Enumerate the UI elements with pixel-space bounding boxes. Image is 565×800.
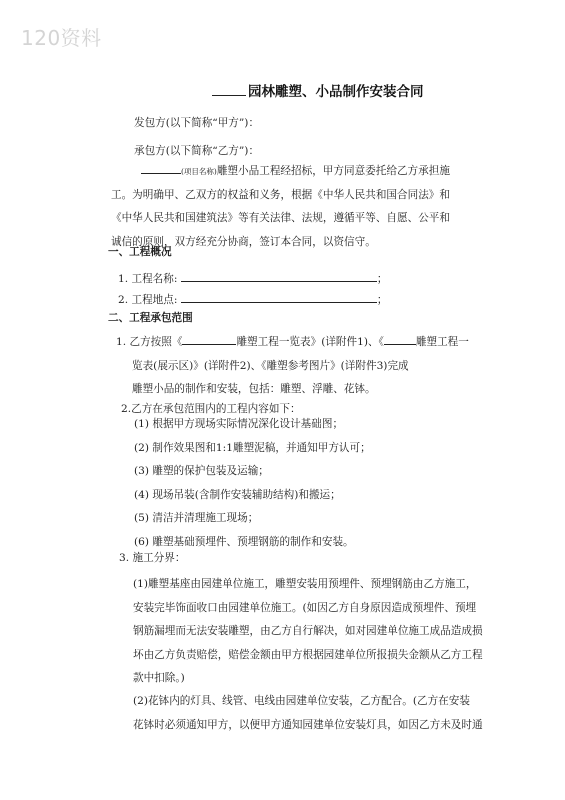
- boundary-paragraph-1: (1)雕塑基座由园建单位施工，雕塑安装用预埋件、预埋钢筋由乙方施工， 安装完毕饰面收口由园建单位施工。(如因乙方自身原因造成预埋件、预埋 钢筋漏埋而无法安装雕塑，由乙方自行解决，如对园建单位施工成品造成损 坏由乙方负责赔偿，赔偿金额由甲方根据园建单位所报损失金额从乙方工程 款中扣除。): [133, 578, 483, 685]
- scope-item-3-lead: 3. 施工分界：: [119, 552, 186, 564]
- scope-sub-4: (4) 现场吊装(含制作安装辅助结构)和搬运；: [134, 488, 341, 501]
- project-name-field: 1. 工程名称: ；: [118, 270, 387, 286]
- title-blank: [212, 83, 246, 96]
- scope-sub-2: (2) 制作效果图和1:1雕塑泥稿，并通知甲方认可；: [134, 441, 371, 454]
- intro-line-3: 《中华人民共和国建筑法》等有关法律、法规，遵循平等、自愿、公平和: [111, 212, 450, 225]
- scope-sub-5: (5) 清洁并清理施工现场；: [134, 512, 259, 525]
- title-text: 园林雕塑、小品制作安装合同: [248, 84, 424, 100]
- project-name-note: (项目名称): [181, 167, 217, 176]
- project-name-blank: [141, 162, 181, 174]
- project-location-underline: [181, 291, 377, 303]
- intro-line-1: (项目名称)雕塑小品工程经招标，甲方同意委托给乙方承担施: [111, 160, 450, 184]
- intro-line-4: 诚信的原则，双方经充分协商，签订本合同，以资信守。: [111, 235, 376, 248]
- section-2-heading: 二、工程承包范围: [108, 312, 193, 324]
- scope-item-1-line-2: 览表(展示区)》(详附件2)、《雕塑参考图片》(详附件3)完成: [132, 359, 409, 372]
- scope-item-1-line-1: 1. 乙方按照《 雕塑工程一览表》(详附件1)、《 雕塑工程一: [116, 331, 469, 355]
- scope-sub-6: (6) 雕塑基础预埋件、预埋钢筋的制作和安装。: [134, 535, 354, 548]
- party-a-line: 发包方(以下简称“甲方”)：: [134, 117, 260, 129]
- scope-sub-1: (1) 根据甲方现场实际情况深化设计基础图；: [134, 418, 344, 430]
- scope-item-2-lead: 2.乙方在承包范围内的工程内容如下：: [121, 403, 301, 415]
- party-b-line: 承包方(以下简称“乙方”)：: [134, 145, 260, 157]
- scope-item-1: [116, 331, 469, 402]
- boundary-paragraph-2: (2)花钵内的灯具、线管、电线由园建单位安装，乙方配合。(乙方在安装 花钵时必须通知甲方，以便甲方通知园建单位安装灯具，如因乙方未及时通: [133, 695, 483, 731]
- project-location-field: 2. 工程地点: ；: [118, 291, 387, 307]
- scope-sub-3: (3) 雕塑的保护包装及运输；: [134, 465, 269, 478]
- intro-line-2: 工。为明确甲、乙双方的权益和义务，根据《中华人民共和国合同法》和: [111, 188, 450, 201]
- project-name-underline: [181, 270, 377, 282]
- scope-item-1-line-3: 雕塑小品的制作和安装，包括：雕塑、浮雕、花钵。: [132, 383, 376, 396]
- document-title: [212, 80, 424, 100]
- section-1-heading: 一、工程概况: [108, 246, 172, 258]
- watermark-text: 120资料: [21, 26, 102, 50]
- intro-paragraph: [111, 160, 450, 254]
- scope-item-2-list: [134, 413, 371, 555]
